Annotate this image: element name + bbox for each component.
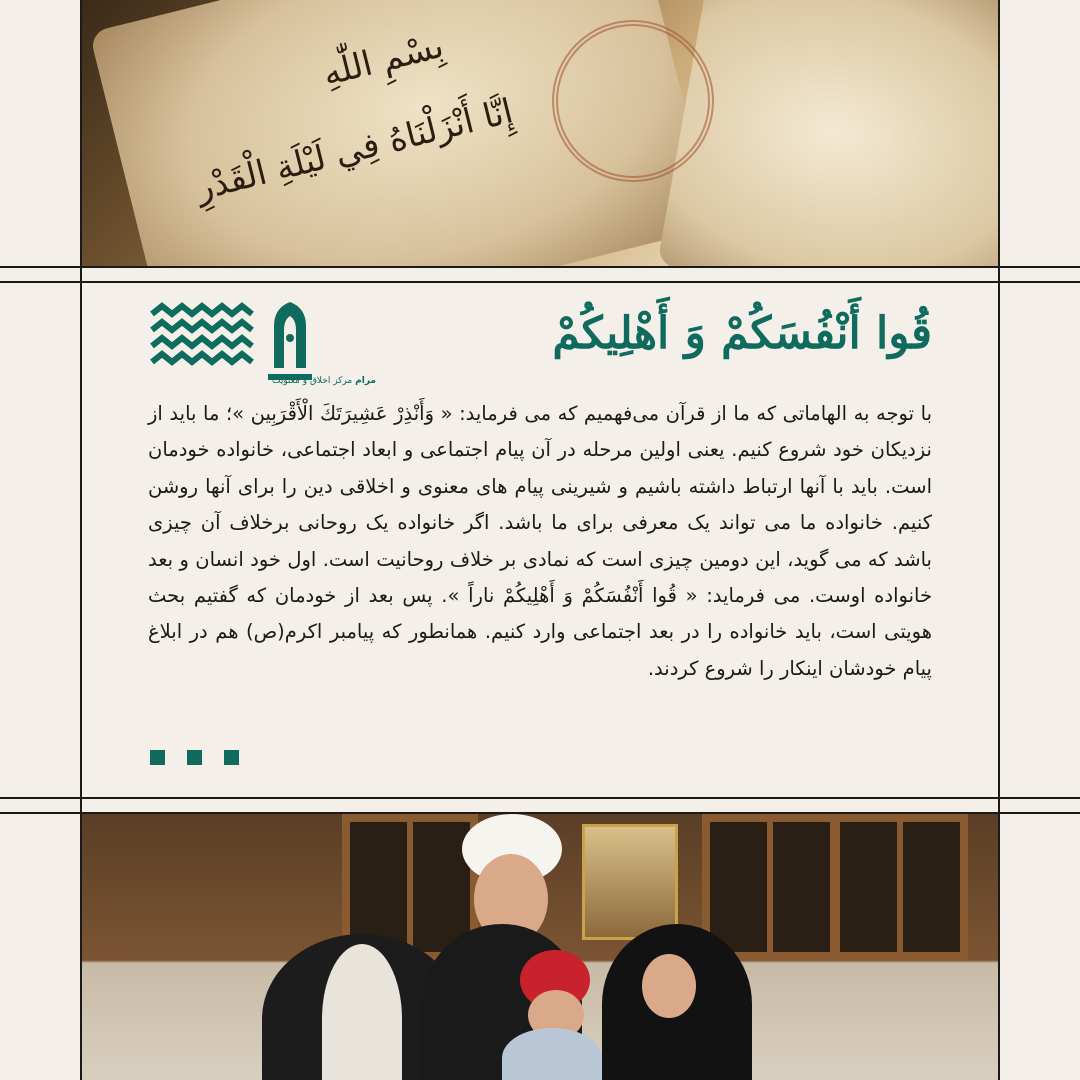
family-photo [82,814,998,1080]
frame-line-right [998,0,1000,1080]
baby-clothes [502,1028,602,1080]
dot-icon [150,750,165,765]
woman-face [642,954,696,1018]
background-window [702,814,838,960]
logo-name: مرام [355,376,376,386]
quran-page-right [657,0,998,266]
quran-photo [82,0,998,266]
logo-caption [272,376,376,386]
page-title: قُوا أَنْفُسَکُمْ وَ أَهْلِیکُمْ [552,308,932,359]
frame-line-top-2 [0,281,1080,283]
quran-verse-line: إِنَّا أَنْزَلْنَاهُ فِي لَيْلَةِ الْقَدْرِ [191,91,517,209]
page-ornament [552,20,714,182]
frame-line-top-1 [0,266,1080,268]
frame-line-bottom-1 [0,797,1080,799]
quran-verse-line: بِسْمِ اللّٰهِ [318,25,448,95]
dot-icon [224,750,239,765]
body-paragraph: با توجه به الهاماتی که ما از قرآن می‌فهمیم که می فرماید: « وَأَنْذِرْ عَشِيرَتَكَ الْأَقْرَبِين »؛ ما باید از نزدیکان خود شروع کنیم. یعنی اولین مرحله در آن پیام اجتماعی و ابعاد اجتماعی، خانواده خودمان است. باید با آنها ارتباط داشته باشیم و شیرینی پیام های معنوی و اخلاقی دین را برای آنها روشن کنیم. خانواده ما می تواند یک معرفی برای ما باشد. اگر خانواده یک روحانی برخلاف آن چیزی باشد که می گوید، این دومین چیزی است که نمادی بر خلاف روحانیت است. اول خود انسان و بعد خانواده اوست. می فرماید: « قُوا أَنْفُسَکُمْ وَ أَهْلِیکُمْ ناراً ». پس بعد از خودمان که گفتیم بحث هویتی است، باید خانواده را در بعد اجتماعی وارد کنیم. همانطور که پیامبر اکرم(ص) هم در ابلاغ پیام خودشان اینکار را شروع کردند. [148,402,932,680]
background-window [832,814,968,960]
dot-icon [187,750,202,765]
wall-poster [582,824,678,940]
logo-tagline: مرکز اخلاق و معنویت [272,376,353,386]
